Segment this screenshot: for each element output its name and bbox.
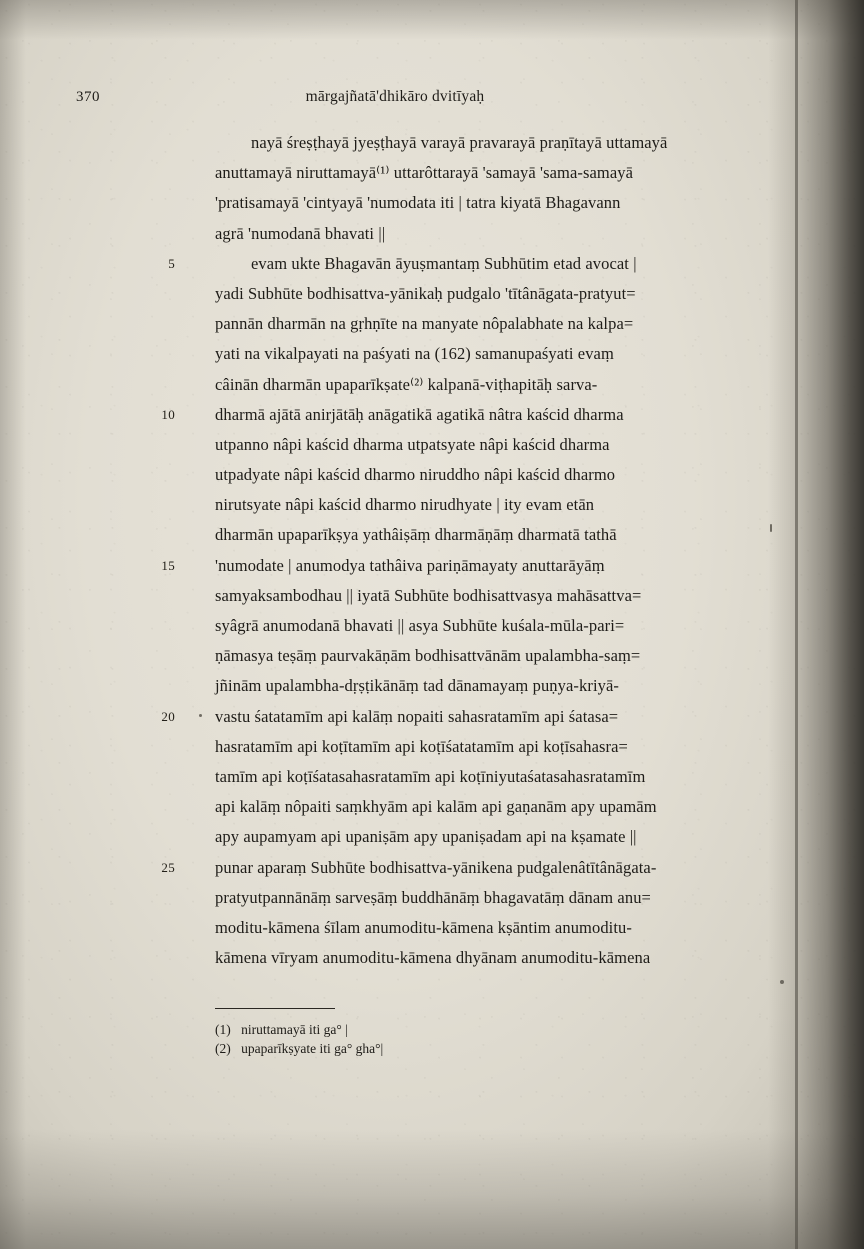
footnote-text: niruttamayā iti ga° | bbox=[241, 1022, 348, 1037]
line-number: 10 bbox=[161, 406, 175, 422]
text-line bbox=[161, 400, 745, 430]
line-text: punar aparaṃ Subhūte bodhisattva-yānikena pudgalenâtītânāgata- bbox=[215, 857, 657, 877]
footnote-text: upaparīkṣyate iti ga° gha°| bbox=[241, 1041, 384, 1056]
line-text: dharmān upaparīkṣya yathâiṣāṃ dharmāṇāṃ dharmatā tathā bbox=[215, 525, 617, 545]
text-line bbox=[168, 249, 745, 279]
line-text: dharmā ajātā anirjātāḥ anāgatikā agatikā nâtra kaścid dharma bbox=[215, 404, 624, 424]
line-text: utpadyate nâpi kaścid dharmo niruddho nâpi kaścid dharmo bbox=[215, 465, 616, 485]
text-line bbox=[215, 128, 745, 158]
line-text: anuttamayā niruttamayā⁽¹⁾ uttarôttarayā 'samayā 'sama-samayā bbox=[215, 163, 634, 183]
running-head: mārgajñatā'dhikāro dvitīyaḥ bbox=[305, 88, 485, 105]
line-text: ṇāmasya teṣāṃ paurvakāṇām bodhisattvānām upalambha-saṃ= bbox=[215, 646, 641, 666]
text-line bbox=[215, 460, 745, 490]
text-line bbox=[161, 853, 745, 883]
text-line bbox=[215, 883, 745, 913]
text-line bbox=[215, 430, 745, 460]
text-line bbox=[215, 370, 745, 400]
line-text: kāmena vīryam anumoditu-kāmena dhyānam anumoditu-kāmena bbox=[215, 948, 651, 968]
text-line bbox=[215, 158, 745, 188]
text-line bbox=[215, 732, 745, 762]
text-line bbox=[215, 792, 745, 822]
body-text bbox=[161, 128, 745, 973]
line-text: hasratamīm api koṭītamīm api koṭīśatatamīm api koṭīsahasra= bbox=[215, 736, 628, 756]
scan-speck bbox=[770, 524, 772, 532]
line-text: api kalāṃ nôpaiti saṃkhyām api kalām api gaṇanām apy upamām bbox=[215, 797, 657, 817]
line-text: 'pratisamayā 'cintyayā 'numodata iti | tatra kiyatā Bhagavann bbox=[215, 193, 621, 213]
line-text: samyaksambodhau || iyatā Subhūte bodhisattvasya mahāsattva= bbox=[215, 585, 642, 605]
text-line bbox=[161, 702, 745, 732]
text-line bbox=[215, 581, 745, 611]
text-line bbox=[215, 641, 745, 671]
footnote-divider bbox=[215, 1008, 335, 1009]
text-line bbox=[215, 279, 745, 309]
line-text: vastu śatatamīm api kalāṃ nopaiti sahasratamīm api śatasa= bbox=[215, 706, 619, 726]
line-text: 'numodate | anumodya tathâiva pariṇāmayaty anuttarāyāṃ bbox=[215, 555, 605, 575]
text-line bbox=[215, 822, 745, 852]
text-line bbox=[215, 762, 745, 792]
footnote-item bbox=[215, 1039, 735, 1058]
text-line bbox=[215, 611, 745, 641]
text-line bbox=[215, 339, 745, 369]
text-line bbox=[215, 490, 745, 520]
page-header bbox=[0, 88, 760, 106]
text-line bbox=[215, 671, 745, 701]
scan-speck bbox=[780, 980, 784, 984]
line-number: 25 bbox=[161, 859, 175, 875]
line-text: evam ukte Bhagavān āyuṣmantaṃ Subhūtim etad avocat | bbox=[251, 253, 637, 273]
line-text: yadi Subhūte bodhisattva-yānikaḥ pudgalo 'tītânāgata-pratyut= bbox=[215, 283, 636, 303]
text-line bbox=[215, 520, 745, 550]
line-text: pratyutpannānāṃ sarveṣāṃ buddhānāṃ bhagavatāṃ dānam anu= bbox=[215, 887, 651, 907]
line-text: tamīm api koṭīśatasahasratamīm api koṭīniyutaśatasahasratamīm bbox=[215, 766, 646, 786]
line-number: 20 bbox=[161, 708, 175, 724]
text-line bbox=[161, 551, 745, 581]
line-text: pannān dharmān na gṛhṇīte na manyate nôpalabhate na kalpa= bbox=[215, 314, 634, 334]
text-line bbox=[215, 913, 745, 943]
line-number: 15 bbox=[161, 557, 175, 573]
text-line bbox=[215, 188, 745, 218]
page-number: 370 bbox=[76, 89, 100, 105]
footnote-marker: (2) bbox=[215, 1041, 231, 1056]
bottom-edge-shadow bbox=[0, 1129, 864, 1249]
line-text: nirutsyate nâpi kaścid dharmo nirudhyate | ity evam etān bbox=[215, 495, 595, 515]
line-text: câinān dharmān upaparīkṣate⁽²⁾ kalpanā-viṭhapitāḥ sarva- bbox=[215, 374, 598, 394]
text-line bbox=[215, 943, 745, 973]
line-text: yati na vikalpayati na paśyati na (162) samanupaśyati evaṃ bbox=[215, 344, 614, 364]
footnote-marker: (1) bbox=[215, 1022, 231, 1037]
line-text: moditu-kāmena śīlam anumoditu-kāmena kṣāntim anumoditu- bbox=[215, 917, 632, 937]
scan-speck bbox=[199, 714, 202, 717]
line-text: utpanno nâpi kaścid dharma utpatsyate nâpi kaścid dharma bbox=[215, 434, 610, 454]
line-text: nayā śreṣṭhayā jyeṣṭhayā varayā pravarayā praṇītayā uttamayā bbox=[251, 133, 668, 152]
text-line bbox=[215, 219, 745, 249]
text-line bbox=[215, 309, 745, 339]
line-text: agrā 'numodanā bhavati || bbox=[215, 223, 386, 243]
line-number: 5 bbox=[168, 255, 175, 271]
line-text: apy aupamyam api upaniṣām apy upaniṣadam api na kṣamate || bbox=[215, 827, 637, 847]
footnotes bbox=[215, 1020, 735, 1058]
line-text: jñinām upalambha-dṛṣṭikānāṃ tad dānamayaṃ puṇya-kriyā- bbox=[215, 676, 620, 696]
footnote-item bbox=[215, 1020, 735, 1039]
line-text: syâgrā anumodanā bhavati || asya Subhūte kuśala-mūla-pari= bbox=[215, 616, 625, 635]
